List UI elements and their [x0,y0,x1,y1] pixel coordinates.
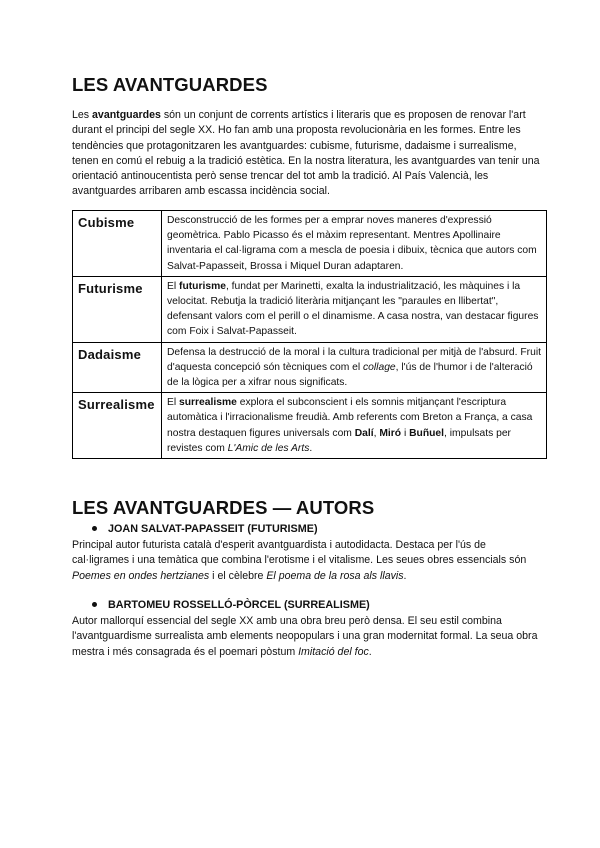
author-name: BARTOMEU ROSSELLÓ-PÒRCEL (SURREALISME) [72,598,542,612]
author-name: JOAN SALVAT-PAPASSEIT (FUTURISME) [72,522,542,536]
term-surrealisme: Surrealisme [73,393,162,459]
desc-futurisme: El futurisme, fundat per Marinetti, exalta la industrialització, les màquines i la velocitat. Rebutja la tradició literària mitjançant les "paraules en llibertat", defensant valors com el perill o el dinamisme. A casa nostra, van destacar figures com Foix i Salvat-Papasseit. [162,276,547,342]
term-dadaisme: Dadaisme [73,342,162,393]
avantguardes-table [72,210,547,459]
table-row [73,211,547,277]
term-futurisme: Futurisme [73,276,162,342]
intro-keyword: avantguardes [92,109,161,121]
term-cubisme: Cubisme [73,211,162,277]
table-row [73,342,547,393]
table-row [73,276,547,342]
author-rossello-porcel [72,598,542,660]
author-description: Principal autor futurista català d'esperit avantguardista i autodidacta. Destaca per l'ús de cal·ligrames i una temàtica que combina l'erotisme i el vitalisme. Les seues obres essencials són Poemes en ondes hertzianes i el cèlebre El poema de la rosa als llavis. [72,539,527,582]
desc-cubisme: Desconstrucció de les formes per a emprar noves maneres d'expressió geomètrica. Pablo Picasso és el màxim representant. Mentres Apollinaire inventaria el cal·ligrama com a mescla de poesia i dibuix, tècnica que autors com Salvat-Papasseit, Brossa i Miquel Duran adaptaren. [162,211,547,277]
author-salvat-papasseit [72,522,542,584]
page-title: LES AVANTGUARDES [72,74,268,95]
table-row [73,393,547,459]
author-description: Autor mallorquí essencial del segle XX amb una obra breu però densa. El seu estil combina l'avantguardisme surrealista amb elements neopopulars i una gran modernitat formal. La seua obra mestra i més consagrada és el poemari pòstum Imitació del foc. [72,615,538,658]
desc-dadaisme: Defensa la destrucció de la moral i la cultura tradicional per mitjà de l'absurd. Fruit d'aquesta concepció són tècniques com el collage, l'ús de l'humor i de l'alteració de la lògica per a xifrar nous significats. [162,342,547,393]
desc-surrealisme: El surrealisme explora el subconscient i els somnis mitjançant l'escriptura automàtica i l'irracionalisme freudià. Amb referents com Breton a França, a casa nostra destaquen figures universals com Dalí, Miró i Buñuel, impulsats per revistes com L'Amic de les Arts. [162,393,547,459]
intro-paragraph: Les avantguardes són un conjunt de corrents artístics i literaris que es proposen de renovar l'art durant el principi del segle XX. Ho fan amb una proposta revolucionària en les formes. Entre les tendències que protagonitzaren les avantguardes: cubisme, futurisme, dadaisme i surrealisme, tenen en comú el rebuig a la tradició estètica. En la nostra literatura, les avantguardes van tenir una orientació antinoucentista però sense trencar del tot amb la tradició. Al País Valencià, les avantguardes arribaren amb escassa incidència social. [72,109,540,198]
authors-title: LES AVANTGUARDES — AUTORS [72,497,375,518]
